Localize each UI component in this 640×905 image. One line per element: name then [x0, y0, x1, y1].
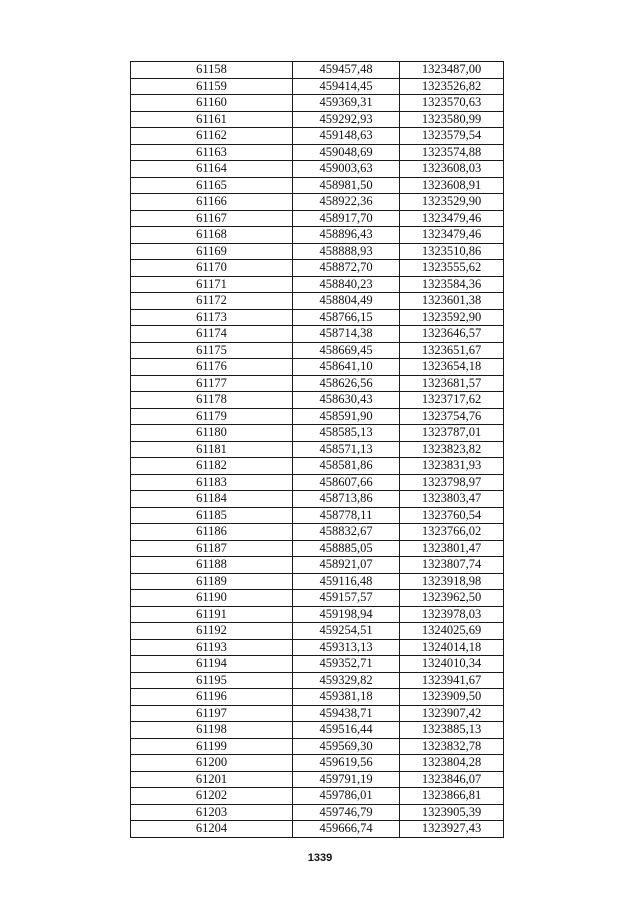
point-number-cell: 61170	[131, 260, 293, 277]
y-coordinate-cell: 1324010,34	[400, 656, 504, 673]
point-number-cell: 61176	[131, 359, 293, 376]
table-row	[131, 161, 504, 178]
y-coordinate-cell: 1323807,74	[400, 557, 504, 574]
x-coordinate-cell: 459198,94	[293, 606, 400, 623]
coordinates-table	[130, 61, 504, 838]
y-coordinate-cell: 1323608,91	[400, 177, 504, 194]
page-number: 1339	[307, 852, 333, 864]
table-row	[131, 656, 504, 673]
table-row	[131, 243, 504, 260]
y-coordinate-cell: 1323717,62	[400, 392, 504, 409]
table-row	[131, 540, 504, 557]
coordinates-table-body	[131, 62, 504, 838]
x-coordinate-cell: 458922,36	[293, 194, 400, 211]
point-number-cell: 61199	[131, 738, 293, 755]
point-number-cell: 61193	[131, 639, 293, 656]
y-coordinate-cell: 1323555,62	[400, 260, 504, 277]
x-coordinate-cell: 458669,45	[293, 342, 400, 359]
x-coordinate-cell: 459414,45	[293, 78, 400, 95]
x-coordinate-cell: 459516,44	[293, 722, 400, 739]
table-row	[131, 788, 504, 805]
point-number-cell: 61180	[131, 425, 293, 442]
table-row	[131, 623, 504, 640]
x-coordinate-cell: 458607,66	[293, 474, 400, 491]
x-coordinate-cell: 458888,93	[293, 243, 400, 260]
table-row	[131, 375, 504, 392]
x-coordinate-cell: 458766,15	[293, 309, 400, 326]
y-coordinate-cell: 1323681,57	[400, 375, 504, 392]
table-row	[131, 441, 504, 458]
y-coordinate-cell: 1323962,50	[400, 590, 504, 607]
y-coordinate-cell: 1323580,99	[400, 111, 504, 128]
point-number-cell: 61204	[131, 821, 293, 838]
point-number-cell: 61192	[131, 623, 293, 640]
point-number-cell: 61195	[131, 672, 293, 689]
y-coordinate-cell: 1323801,47	[400, 540, 504, 557]
table-row	[131, 62, 504, 79]
point-number-cell: 61174	[131, 326, 293, 343]
x-coordinate-cell: 459048,69	[293, 144, 400, 161]
table-row	[131, 557, 504, 574]
table-row	[131, 474, 504, 491]
x-coordinate-cell: 459329,82	[293, 672, 400, 689]
y-coordinate-cell: 1323918,98	[400, 573, 504, 590]
table-row	[131, 491, 504, 508]
x-coordinate-cell: 458714,38	[293, 326, 400, 343]
table-row	[131, 738, 504, 755]
x-coordinate-cell: 459157,57	[293, 590, 400, 607]
x-coordinate-cell: 458872,70	[293, 260, 400, 277]
y-coordinate-cell: 1323654,18	[400, 359, 504, 376]
y-coordinate-cell: 1323909,50	[400, 689, 504, 706]
point-number-cell: 61183	[131, 474, 293, 491]
point-number-cell: 61177	[131, 375, 293, 392]
y-coordinate-cell: 1324014,18	[400, 639, 504, 656]
table-row	[131, 227, 504, 244]
point-number-cell: 61167	[131, 210, 293, 227]
x-coordinate-cell: 459369,31	[293, 95, 400, 112]
y-coordinate-cell: 1323905,39	[400, 804, 504, 821]
x-coordinate-cell: 459569,30	[293, 738, 400, 755]
y-coordinate-cell: 1323479,46	[400, 210, 504, 227]
y-coordinate-cell: 1323592,90	[400, 309, 504, 326]
x-coordinate-cell: 459457,48	[293, 62, 400, 79]
y-coordinate-cell: 1323885,13	[400, 722, 504, 739]
point-number-cell: 61197	[131, 705, 293, 722]
table-row	[131, 293, 504, 310]
table-row	[131, 590, 504, 607]
table-row	[131, 425, 504, 442]
y-coordinate-cell: 1324025,69	[400, 623, 504, 640]
x-coordinate-cell: 459438,71	[293, 705, 400, 722]
table-row	[131, 722, 504, 739]
y-coordinate-cell: 1323803,47	[400, 491, 504, 508]
x-coordinate-cell: 458921,07	[293, 557, 400, 574]
y-coordinate-cell: 1323574,88	[400, 144, 504, 161]
point-number-cell: 61165	[131, 177, 293, 194]
table-row	[131, 573, 504, 590]
table-row	[131, 804, 504, 821]
point-number-cell: 61158	[131, 62, 293, 79]
y-coordinate-cell: 1323798,97	[400, 474, 504, 491]
y-coordinate-cell: 1323487,00	[400, 62, 504, 79]
x-coordinate-cell: 459666,74	[293, 821, 400, 838]
table-row	[131, 771, 504, 788]
table-row	[131, 524, 504, 541]
x-coordinate-cell: 459254,51	[293, 623, 400, 640]
table-row	[131, 821, 504, 838]
point-number-cell: 61185	[131, 507, 293, 524]
x-coordinate-cell: 459791,19	[293, 771, 400, 788]
x-coordinate-cell: 458713,86	[293, 491, 400, 508]
y-coordinate-cell: 1323823,82	[400, 441, 504, 458]
point-number-cell: 61201	[131, 771, 293, 788]
y-coordinate-cell: 1323907,42	[400, 705, 504, 722]
point-number-cell: 61182	[131, 458, 293, 475]
point-number-cell: 61163	[131, 144, 293, 161]
table-row	[131, 326, 504, 343]
table-row	[131, 359, 504, 376]
x-coordinate-cell: 459313,13	[293, 639, 400, 656]
x-coordinate-cell: 459148,63	[293, 128, 400, 145]
point-number-cell: 61179	[131, 408, 293, 425]
table-row	[131, 210, 504, 227]
table-row	[131, 392, 504, 409]
x-coordinate-cell: 459381,18	[293, 689, 400, 706]
point-number-cell: 61189	[131, 573, 293, 590]
y-coordinate-cell: 1323760,54	[400, 507, 504, 524]
point-number-cell: 61178	[131, 392, 293, 409]
table-row	[131, 95, 504, 112]
table-row	[131, 408, 504, 425]
x-coordinate-cell: 458981,50	[293, 177, 400, 194]
point-number-cell: 61181	[131, 441, 293, 458]
y-coordinate-cell: 1323651,67	[400, 342, 504, 359]
x-coordinate-cell: 459619,56	[293, 755, 400, 772]
x-coordinate-cell: 458641,10	[293, 359, 400, 376]
x-coordinate-cell: 458896,43	[293, 227, 400, 244]
table-row	[131, 342, 504, 359]
y-coordinate-cell: 1323804,28	[400, 755, 504, 772]
point-number-cell: 61162	[131, 128, 293, 145]
table-row	[131, 78, 504, 95]
y-coordinate-cell: 1323831,93	[400, 458, 504, 475]
table-row	[131, 507, 504, 524]
x-coordinate-cell: 458591,90	[293, 408, 400, 425]
table-row	[131, 144, 504, 161]
x-coordinate-cell: 458581,86	[293, 458, 400, 475]
table-row	[131, 689, 504, 706]
x-coordinate-cell: 458630,43	[293, 392, 400, 409]
table-row	[131, 177, 504, 194]
x-coordinate-cell: 459292,93	[293, 111, 400, 128]
table-row	[131, 128, 504, 145]
x-coordinate-cell: 458804,49	[293, 293, 400, 310]
table-row	[131, 705, 504, 722]
x-coordinate-cell: 459116,48	[293, 573, 400, 590]
y-coordinate-cell: 1323941,67	[400, 672, 504, 689]
point-number-cell: 61171	[131, 276, 293, 293]
x-coordinate-cell: 458778,11	[293, 507, 400, 524]
point-number-cell: 61159	[131, 78, 293, 95]
x-coordinate-cell: 458840,23	[293, 276, 400, 293]
y-coordinate-cell: 1323787,01	[400, 425, 504, 442]
point-number-cell: 61186	[131, 524, 293, 541]
y-coordinate-cell: 1323646,57	[400, 326, 504, 343]
y-coordinate-cell: 1323766,02	[400, 524, 504, 541]
x-coordinate-cell: 459003,63	[293, 161, 400, 178]
table-row	[131, 111, 504, 128]
y-coordinate-cell: 1323866,81	[400, 788, 504, 805]
x-coordinate-cell: 458885,05	[293, 540, 400, 557]
y-coordinate-cell: 1323579,54	[400, 128, 504, 145]
point-number-cell: 61198	[131, 722, 293, 739]
table-row	[131, 194, 504, 211]
point-number-cell: 61168	[131, 227, 293, 244]
point-number-cell: 61200	[131, 755, 293, 772]
point-number-cell: 61166	[131, 194, 293, 211]
y-coordinate-cell: 1323754,76	[400, 408, 504, 425]
point-number-cell: 61187	[131, 540, 293, 557]
point-number-cell: 61172	[131, 293, 293, 310]
point-number-cell: 61169	[131, 243, 293, 260]
table-row	[131, 639, 504, 656]
table-row	[131, 458, 504, 475]
y-coordinate-cell: 1323529,90	[400, 194, 504, 211]
point-number-cell: 61160	[131, 95, 293, 112]
x-coordinate-cell: 459352,71	[293, 656, 400, 673]
y-coordinate-cell: 1323584,36	[400, 276, 504, 293]
x-coordinate-cell: 459746,79	[293, 804, 400, 821]
x-coordinate-cell: 458832,67	[293, 524, 400, 541]
y-coordinate-cell: 1323978,03	[400, 606, 504, 623]
table-row	[131, 276, 504, 293]
y-coordinate-cell: 1323479,46	[400, 227, 504, 244]
y-coordinate-cell: 1323601,38	[400, 293, 504, 310]
table-row	[131, 260, 504, 277]
point-number-cell: 61203	[131, 804, 293, 821]
x-coordinate-cell: 458917,70	[293, 210, 400, 227]
y-coordinate-cell: 1323846,07	[400, 771, 504, 788]
y-coordinate-cell: 1323832,78	[400, 738, 504, 755]
table-row	[131, 672, 504, 689]
point-number-cell: 61164	[131, 161, 293, 178]
x-coordinate-cell: 459786,01	[293, 788, 400, 805]
x-coordinate-cell: 458585,13	[293, 425, 400, 442]
point-number-cell: 61188	[131, 557, 293, 574]
y-coordinate-cell: 1323608,03	[400, 161, 504, 178]
y-coordinate-cell: 1323526,82	[400, 78, 504, 95]
y-coordinate-cell: 1323510,86	[400, 243, 504, 260]
point-number-cell: 61173	[131, 309, 293, 326]
point-number-cell: 61175	[131, 342, 293, 359]
point-number-cell: 61196	[131, 689, 293, 706]
y-coordinate-cell: 1323927,43	[400, 821, 504, 838]
table-row	[131, 606, 504, 623]
point-number-cell: 61184	[131, 491, 293, 508]
point-number-cell: 61161	[131, 111, 293, 128]
x-coordinate-cell: 458571,13	[293, 441, 400, 458]
x-coordinate-cell: 458626,56	[293, 375, 400, 392]
point-number-cell: 61194	[131, 656, 293, 673]
table-row	[131, 755, 504, 772]
point-number-cell: 61190	[131, 590, 293, 607]
y-coordinate-cell: 1323570,63	[400, 95, 504, 112]
point-number-cell: 61191	[131, 606, 293, 623]
table-row	[131, 309, 504, 326]
point-number-cell: 61202	[131, 788, 293, 805]
